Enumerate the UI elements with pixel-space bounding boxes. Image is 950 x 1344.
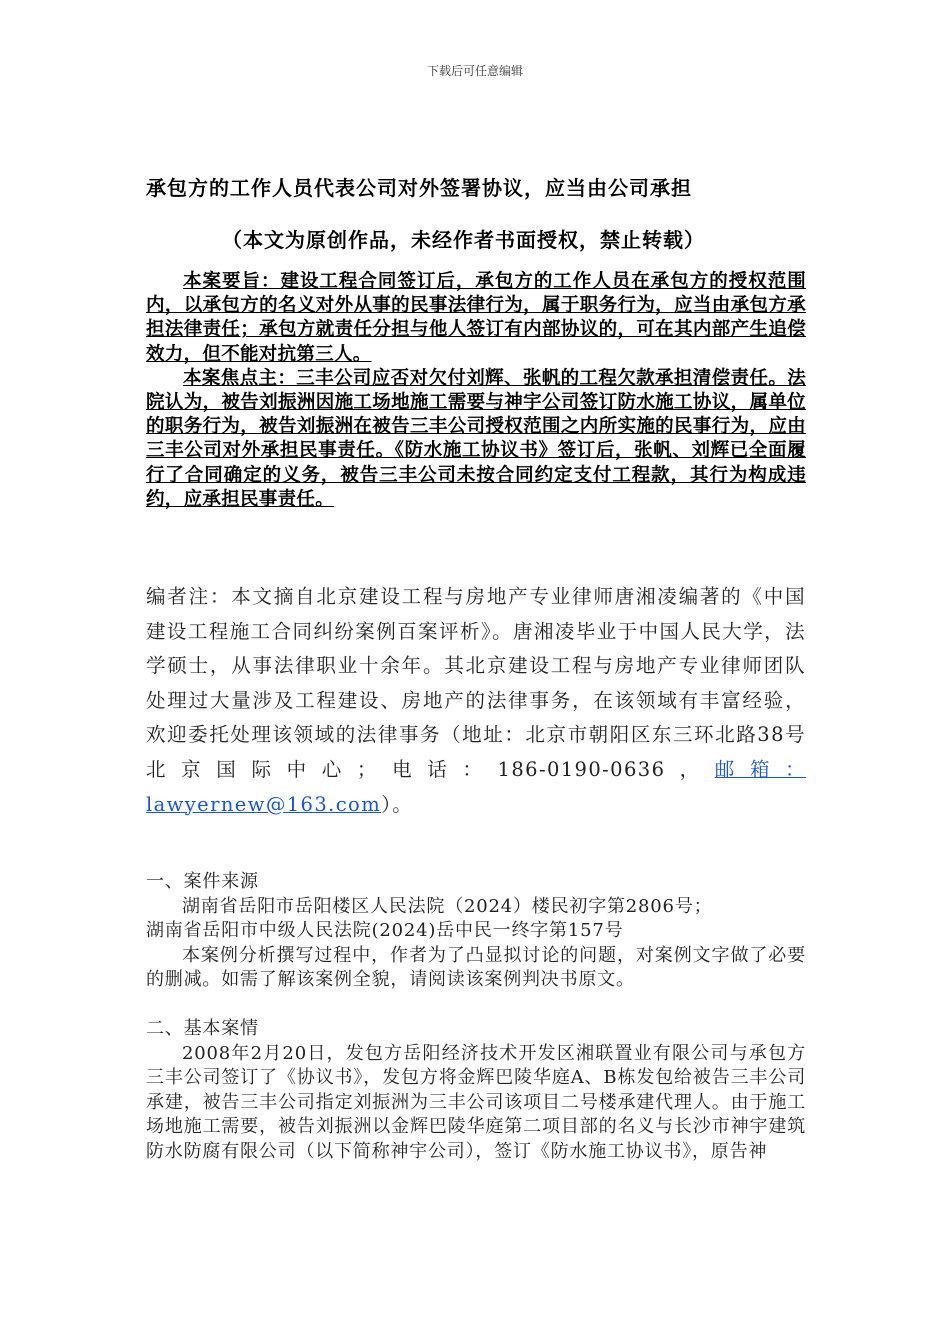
editor-note <box>146 580 806 822</box>
section-heading-case-source: 一、案件来源 <box>146 871 259 892</box>
article-subtitle: （本文为原创作品，未经作者书面授权，禁止转载） <box>222 228 705 252</box>
case-source-line-1: 湖南省岳阳市岳阳楼区人民法院（2024）楼民初字第2806号； <box>182 895 713 917</box>
editor-note-text: 编者注：本文摘自北京建设工程与房地产专业律师唐湘凌编著的《中国建设工程施工合同纠纷案例百案评析》。唐湘凌毕业于中国人民大学，法学硕士，从事法律职业十余年。其北京建设工程与房地产专业律师团队处理过大量涉及工程建设、房地产的法律事务，在该领域有丰富经验，欢迎委托处理该领域的法律事务（地址：北京市朝阳区东三环北路38号北京国际中心；电话：186-0190-0636， <box>146 585 806 781</box>
email-link[interactable]: 邮箱：lawyernew@163.com <box>146 757 807 816</box>
article-title: 承包方的工作人员代表公司对外签署协议，应当由公司承担 <box>146 176 692 200</box>
section-spacer <box>146 993 806 1018</box>
case-source-note: 本案例分析撰写过程中，作者为了凸显拟讨论的问题，对案例文字做了必要的删减。如需了解该案例全貌，请阅读该案例判决书原文。 <box>146 944 806 990</box>
editor-note-suffix: ）。 <box>381 792 414 816</box>
basic-facts-paragraph: 2008年2月20日，发包方岳阳经济技术开发区湘联置业有限公司与承包方三丰公司签订了《协议书》，发包方将金辉巴陵华庭A、B栋发包给被告三丰公司承建，被告三丰公司指定刘振洲为三丰公司该项目二号楼承建代理人。由于施工场地施工需要，被告刘振洲以金辉巴陵华庭第二项目部的名义与长沙市神宇建筑防水防腐有限公司（以下简称神宇公司），签订《防水施工协议书》，原告神 <box>146 1042 806 1162</box>
case-gist-paragraph: 本案要旨：建设工程合同签订后，承包方的工作人员在承包方的授权范围内，以承包方的名义对外从事的民事法律行为，属于职务行为，应当由承包方承担法律责任；承包方就责任分担与他人签订有内部协议的，可在其内部产生追偿效力，但不能对抗第三人。 <box>146 271 806 365</box>
case-summary <box>146 270 806 512</box>
case-body <box>146 870 806 1164</box>
editor-note-paragraph <box>146 580 806 822</box>
case-source-line-2: 湖南省岳阳市中级人民法院(2024)岳中民一终字第157号 <box>146 920 624 941</box>
page-header: 下载后可任意编辑 <box>426 64 523 78</box>
section-heading-basic-facts: 二、基本案情 <box>146 1018 259 1039</box>
case-focus-paragraph: 本案焦点主：三丰公司应否对欠付刘辉、张帆的工程欠款承担清偿责任。法院认为，被告刘振洲因施工场地施工需要与神宇公司签订防水施工协议，属单位的职务行为，被告刘振洲在被告三丰公司授权范围之内所实施的民事行为，应由三丰公司对外承担民事责任。《防水施工协议书》签订后，张帆、刘辉已全面履行了合同确定的义务，被告三丰公司未按合同约定支付工程款，其行为构成违约，应承担民事责任。 <box>146 367 806 510</box>
